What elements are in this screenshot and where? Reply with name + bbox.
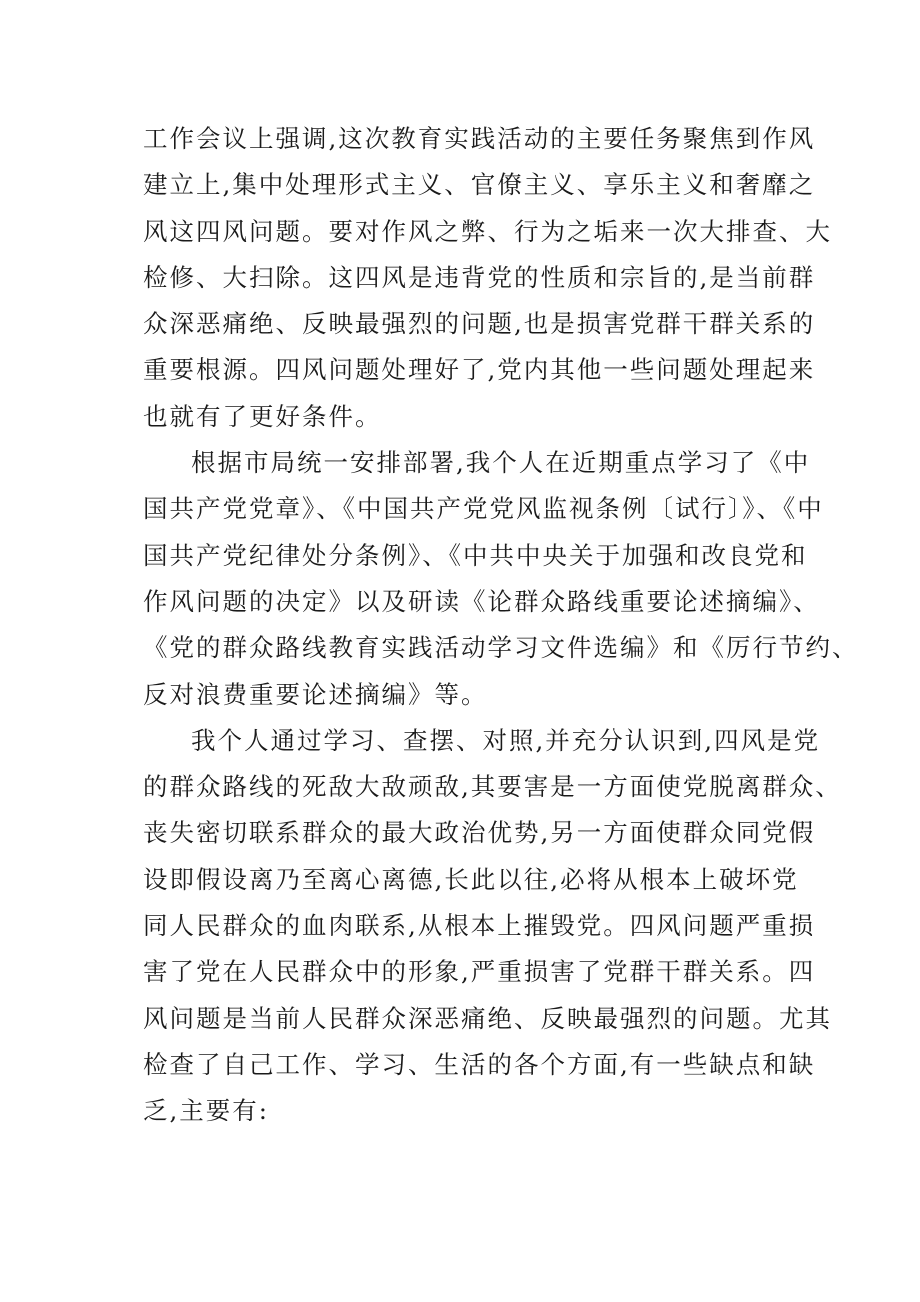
- text-line: 重要根源。四风问题处理好了,党内其他一些问题处理起来: [143, 355, 816, 385]
- text-line: 检修、大扫除。这四风是违背党的性质和宗旨的,是当前群: [143, 262, 816, 292]
- text-line: 乏,主要有:: [143, 1096, 270, 1126]
- text-line: 害了党在人民群众中的形象,严重损害了党群干群关系。四: [143, 957, 816, 987]
- text-line: 的群众路线的死敌大敌顽敌,其要害是一方面使党脱离群众、: [143, 772, 842, 802]
- text-line: 风这四风问题。要对作风之弊、行为之垢来一次大排查、大: [143, 216, 832, 246]
- text-line: 工作会议上强调,这次教育实践活动的主要任务聚焦到作风: [143, 124, 816, 153]
- text-line: 设即假设离乃至离心离德,长此以往,必将从根本上破坏党: [143, 864, 799, 894]
- text-line: 根据市局统一安排部署,我个人在近期重点学习了《中: [191, 448, 811, 478]
- text-line: 风问题是当前人民群众深恶痛绝、反映最强烈的问题。尤其: [143, 1003, 832, 1033]
- text-line: 同人民群众的血肉联系,从根本上摧毁党。四风问题严重损: [143, 911, 816, 941]
- text-line: 丧失密切联系群众的最大政治优势,另一方面使群众同党假: [143, 818, 816, 848]
- text-line: 检查了自己工作、学习、生活的各个方面,有一些缺点和缺: [143, 1049, 816, 1079]
- text-line: 国共产党党章》、《中国共产党党风监视条例〔试行〕》、《中: [143, 494, 824, 524]
- text-line: 作风问题的决定》以及研读《论群众路线重要论述摘编》、: [143, 586, 820, 616]
- text-line: 国共产党纪律处分条例》、《中共中央关于加强和改良党和: [143, 540, 808, 570]
- text-line: 建立上,集中处理形式主义、官僚主义、享乐主义和奢靡之: [143, 170, 816, 200]
- document-body: [143, 116, 859, 1135]
- text-line: 反对浪费重要论述摘编》等。: [143, 679, 488, 709]
- text-line: 众深恶痛绝、反映最强烈的问题,也是损害党群干群关系的: [143, 309, 816, 339]
- text-line: 也就有了更好条件。: [143, 401, 382, 431]
- text-line: 《党的群众路线教育实践活动学习文件选编》和《厉行节约、: [143, 633, 859, 663]
- text-line: 我个人通过学习、查摆、对照,并充分认识到,四风是党: [191, 725, 821, 755]
